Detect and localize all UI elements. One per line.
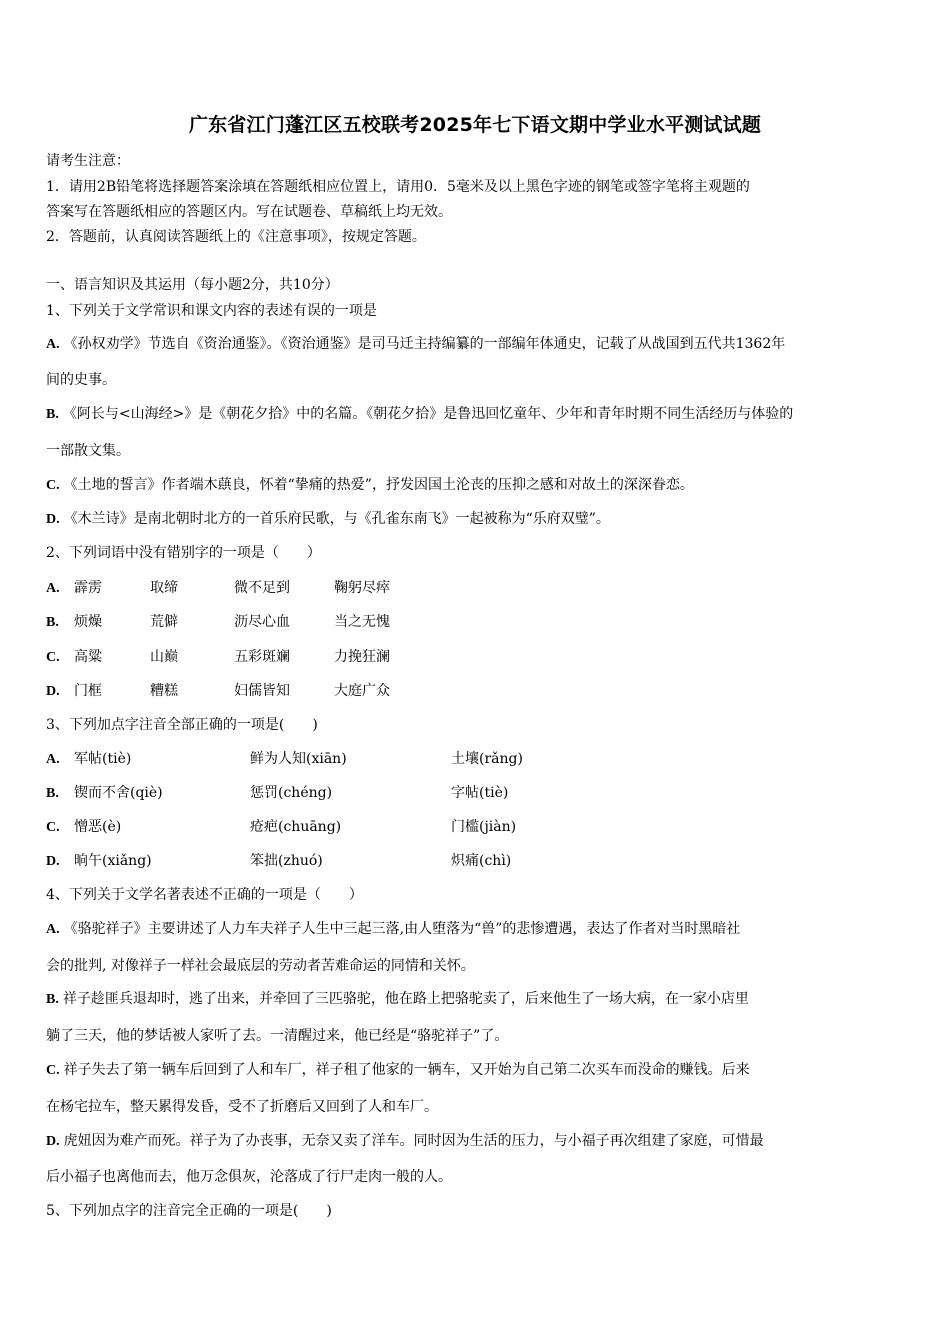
q2-word: 沥尽心血 (234, 614, 290, 630)
q3-pinyin-item: 锲而不舍(qiè) (74, 785, 163, 801)
page-title: 广东省江门蓬江区五校联考2025年七下语文期中学业水平测试试题 (188, 114, 762, 136)
q3-pinyin-item: 字帖(tiè) (451, 785, 509, 801)
q2-word: 烦燥 (74, 614, 102, 630)
q3-option-letter: B. (46, 786, 59, 801)
q1-option-d-text: 《木兰诗》是南北朝时北方的一首乐府民歌，与《孔雀东南飞》一起被称为“乐府双璧”。 (63, 511, 610, 527)
q3-pinyin-item: 鲜为人知(xiān) (250, 751, 347, 767)
q2-option-c (46, 648, 916, 667)
q3-pinyin-item: 笨拙(zhuó) (250, 853, 323, 869)
q1-option-c (46, 476, 916, 495)
q1-option-d (46, 510, 916, 529)
q4-option-b-letter: B. (46, 992, 59, 1007)
q2-word: 力挽狂澜 (334, 649, 390, 665)
notice-item-1-line-2: 答案写在答题纸相应的答题区内。写在试题卷、草稿纸上均无效。 (46, 204, 452, 220)
q3-stem: 3、下列加点字注音全部正确的一项是( ) (46, 717, 318, 733)
q2-option-letter: B. (46, 615, 59, 630)
q2-word: 山巅 (150, 649, 178, 665)
q4-option-a-text: 《骆驼祥子》主要讲述了人力车夫祥子人生中三起三落,由人堕落为“兽”的悲惨遭遇，表达了作者对当时黑暗社 (63, 921, 741, 937)
q2-word: 荒僻 (150, 614, 178, 630)
q2-stem: 2、下列词语中没有错别字的一项是（ ） (46, 545, 321, 561)
q2-word: 霹雳 (74, 580, 102, 596)
q4-stem: 4、下列关于文学名著表述不正确的一项是（ ） (46, 887, 363, 903)
q4-option-a-cont: 会的批判, 对像祥子一样社会最底层的劳动者苦难命运的同情和关怀。 (46, 958, 475, 974)
q2-option-b (46, 613, 916, 632)
q4-option-c-text: 祥子失去了第一辆车后回到了人和车厂，祥子租了他家的一辆车，又开始为自己第二次买车而没命的赚钱。后来 (63, 1062, 750, 1078)
q2-option-letter: D. (46, 684, 60, 699)
q3-pinyin-item: 晌午(xiǎng) (74, 853, 152, 869)
q3-pinyin-item: 军帖(tiè) (74, 751, 132, 767)
q2-word: 鞠躬尽瘁 (334, 580, 390, 596)
q2-option-letter: C. (46, 650, 60, 665)
q4-option-a-letter: A. (46, 922, 60, 937)
q2-word: 取缔 (150, 580, 178, 596)
q2-word: 糟糕 (150, 683, 178, 699)
q4-option-a (46, 920, 916, 939)
q3-pinyin-item: 门槛(jiàn) (451, 819, 517, 835)
q4-option-d-letter: D. (46, 1134, 60, 1149)
q4-option-d-text: 虎妞因为难产而死。祥子为了办丧事，无奈又卖了洋车。同时因为生活的压力，与小福子再次组建了家庭，可惜最 (63, 1133, 764, 1149)
q2-option-letter: A. (46, 581, 60, 596)
q2-word: 妇儒皆知 (234, 683, 290, 699)
notice-heading: 请考生注意： (46, 153, 130, 169)
q3-option-b (46, 784, 916, 803)
q1-option-b-text: 《阿长与<山海经>》是《朝花夕拾》中的名篇。《朝花夕拾》是鲁迅回忆童年、少年和青年时期不同生活经历与体验的 (62, 406, 794, 422)
notice-item-2: 2．答题前，认真阅读答题纸上的《注意事项》，按规定答题。 (46, 229, 426, 245)
q3-option-letter: D. (46, 854, 60, 869)
q4-option-c-cont: 在杨宅拉车，整天累得发昏，受不了折磨后又回到了人和车厂。 (46, 1099, 438, 1115)
q5-stem: 5、下列加点字的注音完全正确的一项是( ) (46, 1203, 332, 1219)
q4-option-b (46, 990, 916, 1009)
q3-pinyin-item: 土壤(rǎng) (451, 751, 523, 767)
q4-option-b-cont: 躺了三天，他的梦话被人家听了去。一清醒过来，他已经是“骆驼祥子”了。 (46, 1028, 509, 1044)
q3-option-c (46, 818, 916, 837)
q1-option-a-cont: 间的史事。 (46, 372, 116, 388)
q4-option-b-text: 祥子趁匪兵退却时，逃了出来，并牵回了三匹骆驼，他在路上把骆驼卖了，后来他生了一场大病，在一家小店里 (62, 991, 749, 1007)
q1-option-b (46, 405, 916, 424)
q1-option-b-letter: B. (46, 407, 59, 422)
q1-option-a-letter: A. (46, 337, 60, 352)
q1-option-c-text: 《土地的誓言》作者端木蕻良，怀着“挚痛的热爱”，抒发因国土沦丧的压抑之感和对故土的深深眷恋。 (63, 477, 694, 493)
q2-word: 大庭广众 (334, 683, 390, 699)
q1-option-a (46, 335, 916, 354)
q1-option-b-cont: 一部散文集。 (46, 443, 130, 459)
q3-pinyin-item: 惩罚(chéng) (250, 785, 333, 801)
q2-word: 五彩斑斓 (234, 649, 290, 665)
q1-option-c-letter: C. (46, 478, 60, 493)
q1-option-a-text: 《孙权劝学》节选自《资治通鉴》。《资治通鉴》是司马迁主持编纂的一部编年体通史，记载了从战国到五代共1362年 (63, 336, 786, 352)
q3-option-a (46, 750, 916, 769)
q3-pinyin-item: 炽痛(chì) (451, 853, 512, 869)
q2-word: 高粱 (74, 649, 102, 665)
q3-option-letter: A. (46, 752, 60, 767)
q2-word: 微不足到 (234, 580, 290, 596)
section-heading: 一、语言知识及其运用（每小题2分，共10分） (46, 277, 339, 293)
q4-option-c (46, 1061, 916, 1080)
q2-word: 当之无愧 (334, 614, 390, 630)
q4-option-c-letter: C. (46, 1063, 60, 1078)
q1-stem: 1、下列关于文学常识和课文内容的表述有误的一项是 (46, 303, 377, 319)
q3-option-letter: C. (46, 820, 60, 835)
q2-option-d (46, 682, 916, 701)
notice-item-1-line-1: 1．请用2B铅笔将选择题答案涂填在答题纸相应位置上，请用0．5毫米及以上黑色字迹的钢笔或签字笔将主观题的 (46, 179, 750, 195)
q1-option-d-letter: D. (46, 512, 60, 527)
q4-option-d-cont: 后小福子也离他而去，他万念俱灰，沦落成了行尸走肉一般的人。 (46, 1169, 452, 1185)
q2-word: 门框 (74, 683, 102, 699)
q3-pinyin-item: 疮疤(chuāng) (250, 819, 342, 835)
q3-option-d (46, 852, 916, 871)
q2-option-a (46, 579, 916, 598)
q4-option-d (46, 1132, 916, 1151)
q3-pinyin-item: 憎恶(è) (74, 819, 122, 835)
